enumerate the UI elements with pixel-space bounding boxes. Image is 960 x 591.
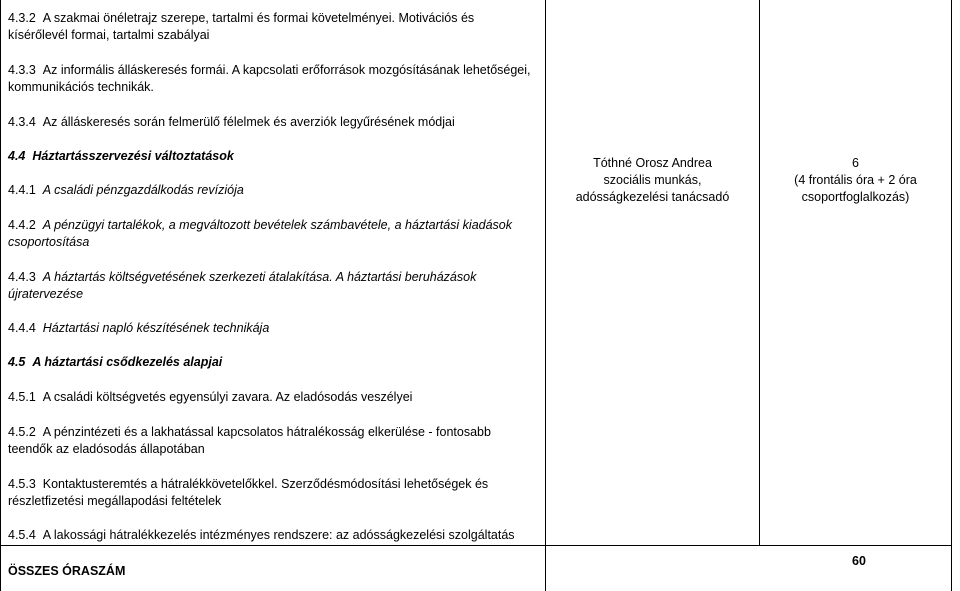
total-hours-label: ÖSSZES ÓRASZÁM bbox=[8, 564, 126, 578]
topic-text: A szakmai önéletrajz szerepe, tartalmi és formai követelményei. Motivációs és kísérőlevél formai, tartalmi szabályai bbox=[8, 11, 475, 42]
topic-text: A családi költségvetés egyensúlyi zavara. Az eladósodás veszélyei bbox=[42, 390, 413, 404]
trainer-role: szociális munkás, bbox=[603, 173, 702, 187]
topic-4-4-3 bbox=[8, 269, 533, 303]
topic-4-3-3 bbox=[8, 62, 533, 96]
topic-text: A pénzügyi tartalékok, a megváltozott bevételek számbavétele, a háztartási kiadások csoportosítása bbox=[8, 218, 513, 249]
section-heading-4-4 bbox=[8, 148, 533, 165]
topic-number: 4.5.1 bbox=[8, 390, 36, 404]
topic-number: 4.4.4 bbox=[8, 321, 36, 335]
column-divider-2 bbox=[759, 0, 760, 545]
table-border-left bbox=[0, 0, 1, 591]
hours-cell bbox=[760, 155, 951, 206]
footer-row-divider bbox=[0, 545, 952, 546]
topic-number: 4.3.4 bbox=[8, 115, 36, 129]
topic-4-3-4 bbox=[8, 114, 533, 131]
topic-text: Az álláskeresés során felmerülő félelmek és averziók legyűrésének módjai bbox=[42, 115, 455, 129]
topic-4-4-4 bbox=[8, 320, 533, 337]
topic-text: A lakossági hátralékkezelés intézményes rendszere: az adósságkezelési szolgáltatás bbox=[42, 528, 515, 542]
section-number: 4.5 bbox=[8, 355, 26, 369]
topic-text: A pénzintézeti és a lakhatással kapcsolatos hátralékosság elkerülése - fontosabb teendők az eladósodás állapotában bbox=[8, 425, 491, 456]
topic-number: 4.4.1 bbox=[8, 183, 36, 197]
topic-number: 4.5.3 bbox=[8, 477, 36, 491]
section-title: Háztartásszervezési változtatások bbox=[32, 149, 234, 163]
topic-4-5-1 bbox=[8, 389, 533, 406]
hours-value: 6 bbox=[852, 156, 859, 170]
topic-4-5-4 bbox=[8, 527, 533, 544]
topic-text: Az informális álláskeresés formái. A kapcsolati erőforrások mozgósításának lehetőségei, kommunikációs technikák. bbox=[8, 63, 531, 94]
topic-number: 4.4.3 bbox=[8, 270, 36, 284]
topic-4-3-2 bbox=[8, 10, 533, 44]
topic-number: 4.3.3 bbox=[8, 63, 36, 77]
topic-number: 4.5.2 bbox=[8, 425, 36, 439]
section-number: 4.4 bbox=[8, 149, 26, 163]
topic-number: 4.4.2 bbox=[8, 218, 36, 232]
topic-4-4-1 bbox=[8, 182, 533, 199]
hours-detail: (4 frontális óra + 2 óra bbox=[794, 173, 917, 187]
column-divider-1 bbox=[545, 0, 546, 591]
topic-4-5-2 bbox=[8, 424, 533, 458]
topic-number: 4.5.4 bbox=[8, 528, 36, 542]
table-border-right bbox=[951, 0, 952, 591]
trainer-name: Tóthné Orosz Andrea bbox=[593, 156, 712, 170]
topic-number: 4.3.2 bbox=[8, 11, 36, 25]
section-title: A háztartási csődkezelés alapjai bbox=[32, 355, 223, 369]
topic-4-4-2 bbox=[8, 217, 533, 251]
topic-text: A háztartás költségvetésének szerkezeti átalakítása. A háztartási beruházások újratervezése bbox=[8, 270, 477, 301]
topic-text: A családi pénzgazdálkodás revíziója bbox=[42, 183, 244, 197]
section-heading-4-5 bbox=[8, 354, 533, 371]
hours-detail-2: csoportfoglalkozás) bbox=[801, 190, 910, 204]
topic-text: Háztartási napló készítésének technikája bbox=[42, 321, 270, 335]
trainer-cell bbox=[546, 155, 759, 206]
trainer-role-2: adósságkezelési tanácsadó bbox=[575, 190, 730, 204]
topic-4-5-3 bbox=[8, 476, 533, 510]
total-hours-value: 60 bbox=[852, 554, 866, 568]
topic-text: Kontaktusteremtés a hátralékkövetelőkkel. Szerződésmódosítási lehetőségek és részletfizetési megállapodási feltételek bbox=[8, 477, 489, 508]
